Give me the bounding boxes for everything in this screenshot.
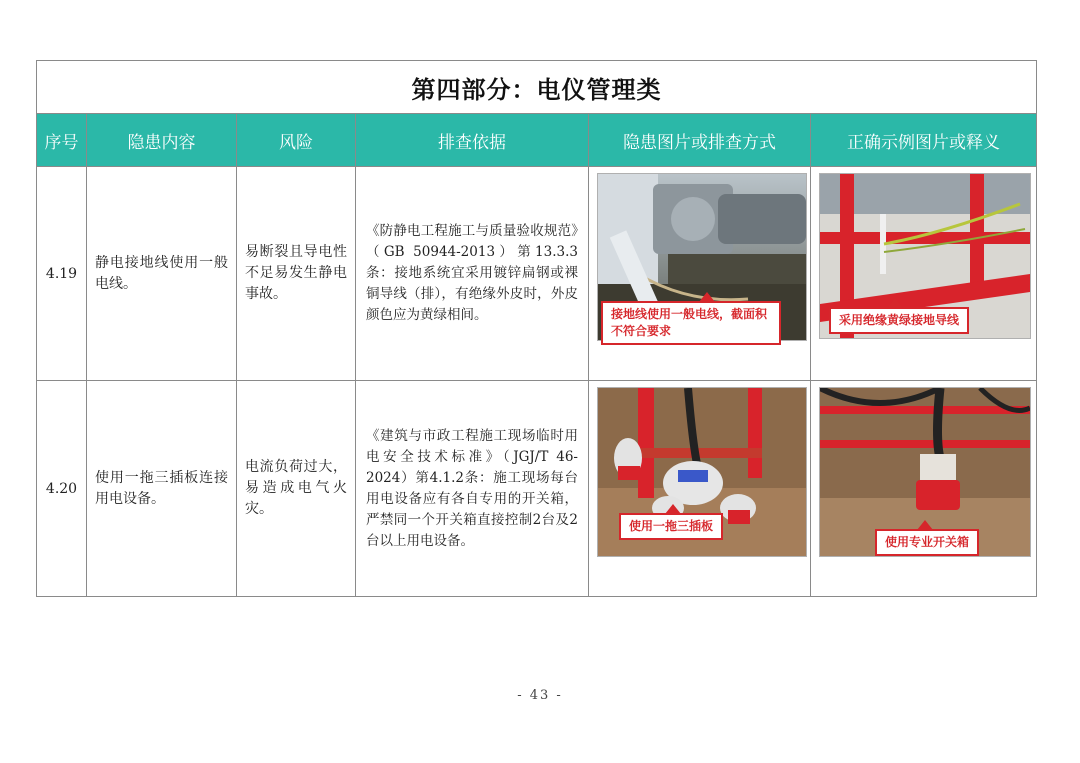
correct-photo-cell bbox=[811, 381, 1037, 597]
callout-arrow bbox=[887, 298, 903, 308]
basis-content: 《建筑与市政工程施工现场临时用电安全技术标准》（JGJ/T 46-2024）第4.1.2条：施工现场每台用电设备应有各自专用的开关箱，严禁同一个开关箱直接控制2台及2台以上用电设备。 bbox=[356, 381, 589, 597]
correct-photo-caption bbox=[875, 529, 979, 556]
hazard-photo-caption bbox=[601, 301, 781, 345]
hazard-table bbox=[36, 60, 1037, 597]
row-number: 4.19 bbox=[37, 167, 87, 381]
correct-photo-cell bbox=[811, 167, 1037, 381]
page-number: - 43 - bbox=[517, 688, 563, 703]
risk-content: 电流负荷过大，易造成电气火灾。 bbox=[237, 381, 356, 597]
hazard-photo-cell bbox=[589, 167, 811, 381]
correct-caption-text: 使用专业开关箱 bbox=[885, 535, 970, 549]
callout-arrow bbox=[699, 292, 715, 302]
hazard-photo-cell bbox=[589, 381, 811, 597]
section-title: 第四部分：电仪管理类 bbox=[37, 61, 1037, 114]
column-header-risk: 风险 bbox=[237, 114, 356, 167]
callout-arrow bbox=[917, 520, 933, 530]
correct-photo-caption bbox=[829, 307, 969, 334]
table-row bbox=[37, 167, 1037, 381]
risk-content: 易断裂且导电性不足易发生静电事故。 bbox=[237, 167, 356, 381]
column-header-hazard: 隐患内容 bbox=[87, 114, 237, 167]
table-row bbox=[37, 381, 1037, 597]
hazard-caption-text: 接地线使用一般电线，截面积不符合要求 bbox=[611, 307, 768, 338]
column-header-hazard-photo: 隐患图片或排查方式 bbox=[589, 114, 811, 167]
correct-caption-text: 采用绝缘黄绿接地导线 bbox=[839, 313, 960, 327]
callout-arrow bbox=[665, 504, 681, 514]
hazard-photo-caption bbox=[619, 513, 723, 540]
column-header-no: 序号 bbox=[37, 114, 87, 167]
table-header-row bbox=[37, 114, 1037, 167]
column-header-basis: 排查依据 bbox=[356, 114, 589, 167]
column-header-correct-photo: 正确示例图片或释义 bbox=[811, 114, 1037, 167]
hazard-content: 静电接地线使用一般电线。 bbox=[87, 167, 237, 381]
hazard-caption-text: 使用一拖三插板 bbox=[629, 519, 714, 533]
row-number: 4.20 bbox=[37, 381, 87, 597]
basis-content: 《防静电工程施工与质量验收规范》（GB 50944-2013）第13.3.3条：接地系统宜采用镀锌扁钢或裸铜导线（排），有绝缘外皮时，外皮颜色应为黄绿相间。 bbox=[356, 167, 589, 381]
hazard-content: 使用一拖三插板连接用电设备。 bbox=[87, 381, 237, 597]
